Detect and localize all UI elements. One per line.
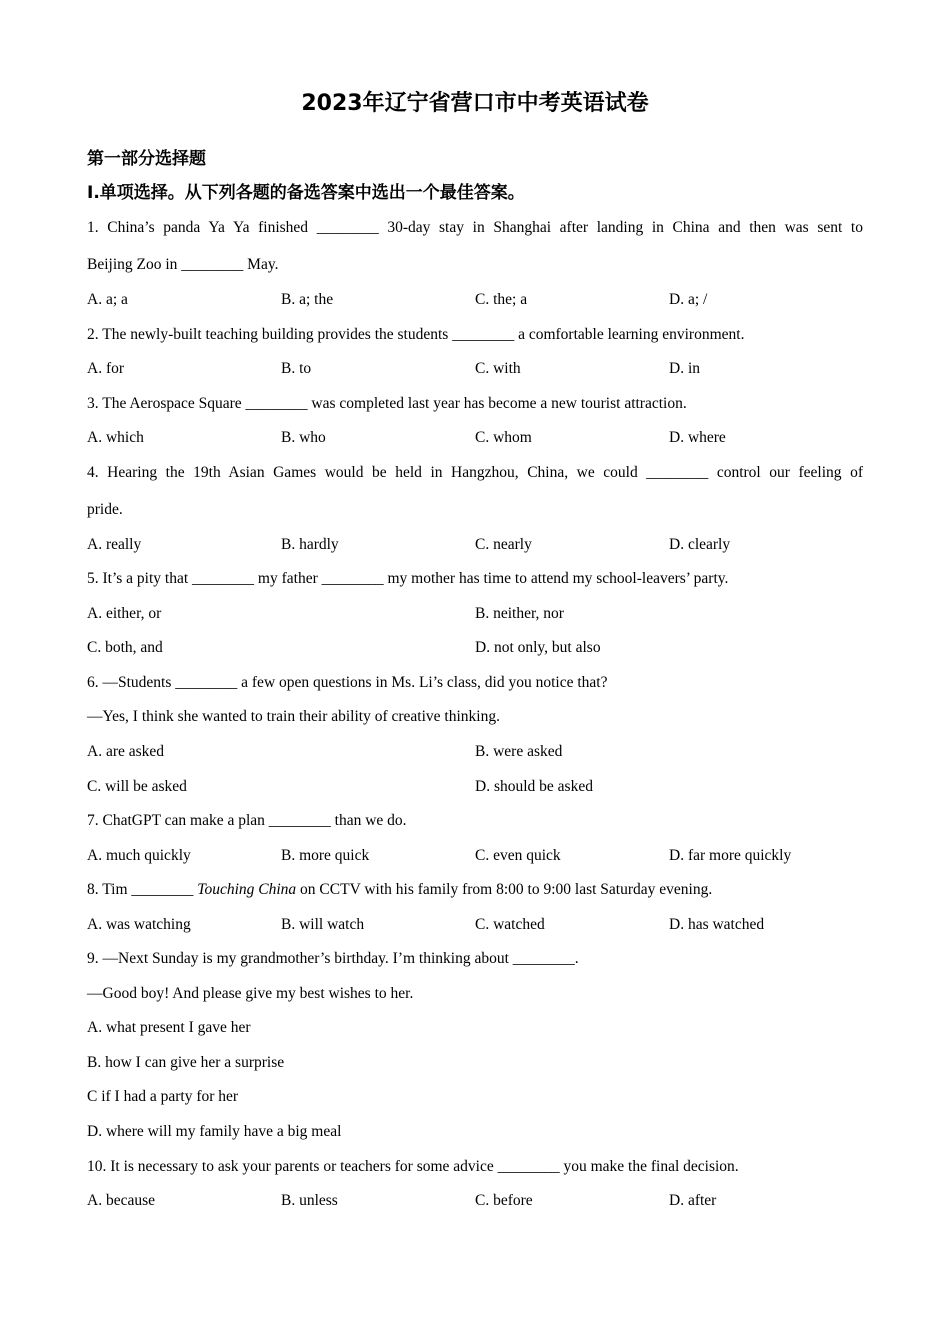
question-10-option-d: D. after (669, 1192, 717, 1209)
question-1-option-c: C. the; a (475, 291, 528, 308)
question-10-option-b: B. unless (281, 1192, 338, 1209)
question-5-text: 5. It’s a pity that ________ my father ________ my mother has time to attend my school-leavers’ party. (87, 570, 729, 587)
question-7-option-b: B. more quick (281, 847, 370, 864)
question-10-text: 10. It is necessary to ask your parents or teachers for some advice ________ you make the final decision. (87, 1158, 739, 1175)
question-9-text-cont: —Good boy! And please give my best wishes to her. (87, 985, 414, 1002)
question-5-option-b: B. neither, nor (475, 605, 564, 622)
question-8-suffix: on CCTV with his family from 8:00 to 9:00 last Saturday evening. (296, 881, 713, 898)
question-4-option-b: B. hardly (281, 536, 339, 553)
question-3-option-b: B. who (281, 429, 326, 446)
question-7-option-d: D. far more quickly (669, 847, 792, 864)
question-4-text: 4. Hearing the 19th Asian Games would be held in Hangzhou, China, we could ________ control our feeling of (87, 464, 863, 481)
question-8-option-b: B. will watch (281, 916, 365, 933)
question-1-option-d: D. a; / (669, 291, 708, 308)
question-8-program-title: Touching China (197, 881, 297, 898)
question-9-option-c: C if I had a party for her (87, 1088, 239, 1105)
question-4-option-c: C. nearly (475, 536, 532, 553)
question-8-text (87, 880, 712, 900)
question-8-option-c: C. watched (475, 916, 545, 933)
question-6-text: 6. —Students ________ a few open questions in Ms. Li’s class, did you notice that? (87, 674, 608, 691)
question-7-option-a: A. much quickly (87, 847, 191, 864)
question-3-option-c: C. whom (475, 429, 532, 446)
question-3-option-a: A. which (87, 429, 144, 446)
question-7-option-c: C. even quick (475, 847, 561, 864)
question-9-option-a: A. what present I gave her (87, 1019, 251, 1036)
question-3-option-d: D. where (669, 429, 726, 446)
question-6-option-b: B. were asked (475, 743, 563, 760)
question-9-option-b: B. how I can give her a surprise (87, 1054, 285, 1071)
question-6-option-a: A. are asked (87, 743, 165, 760)
question-2-option-b: B. to (281, 360, 312, 377)
question-2-option-d: D. in (669, 360, 700, 377)
question-6-option-c: C. will be asked (87, 778, 187, 795)
question-9-text: 9. —Next Sunday is my grandmother’s birthday. I’m thinking about ________. (87, 950, 579, 967)
question-6-option-d: D. should be asked (475, 778, 593, 795)
section-heading: 第一部分选择题 (87, 149, 206, 169)
question-5-option-a: A. either, or (87, 605, 162, 622)
question-5-option-c: C. both, and (87, 639, 163, 656)
question-4-text-cont: pride. (87, 501, 123, 518)
question-4-option-d: D. clearly (669, 536, 731, 553)
question-10-option-c: C. before (475, 1192, 533, 1209)
question-3-text: 3. The Aerospace Square ________ was completed last year has become a new tourist attraction. (87, 395, 687, 412)
question-2-option-c: C. with (475, 360, 521, 377)
question-1-text: 1. China’s panda Ya Ya finished ________ 30-day stay in Shanghai after landing in China and then was sent to (87, 219, 863, 236)
page-title: 2023年辽宁省营口市中考英语试卷 (301, 91, 649, 116)
question-2-text: 2. The newly-built teaching building provides the students ________ a comfortable learning environment. (87, 326, 745, 343)
instruction-heading: Ⅰ.单项选择。从下列各题的备选答案中选出一个最佳答案。 (87, 183, 525, 203)
question-5-option-d: D. not only, but also (475, 639, 601, 656)
question-10-option-a: A. because (87, 1192, 155, 1209)
question-6-text-cont: —Yes, I think she wanted to train their ability of creative thinking. (87, 708, 500, 725)
question-7-text: 7. ChatGPT can make a plan ________ than we do. (87, 812, 407, 829)
question-8-option-d: D. has watched (669, 916, 765, 933)
question-1-option-b: B. a; the (281, 291, 334, 308)
question-8-prefix: 8. Tim ________ (87, 881, 198, 898)
question-4-option-a: A. really (87, 536, 142, 553)
question-2-option-a: A. for (87, 360, 125, 377)
question-1-option-a: A. a; a (87, 291, 128, 308)
question-1-text-cont: Beijing Zoo in ________ May. (87, 256, 279, 273)
question-8-option-a: A. was watching (87, 916, 191, 933)
question-9-option-d: D. where will my family have a big meal (87, 1123, 342, 1140)
